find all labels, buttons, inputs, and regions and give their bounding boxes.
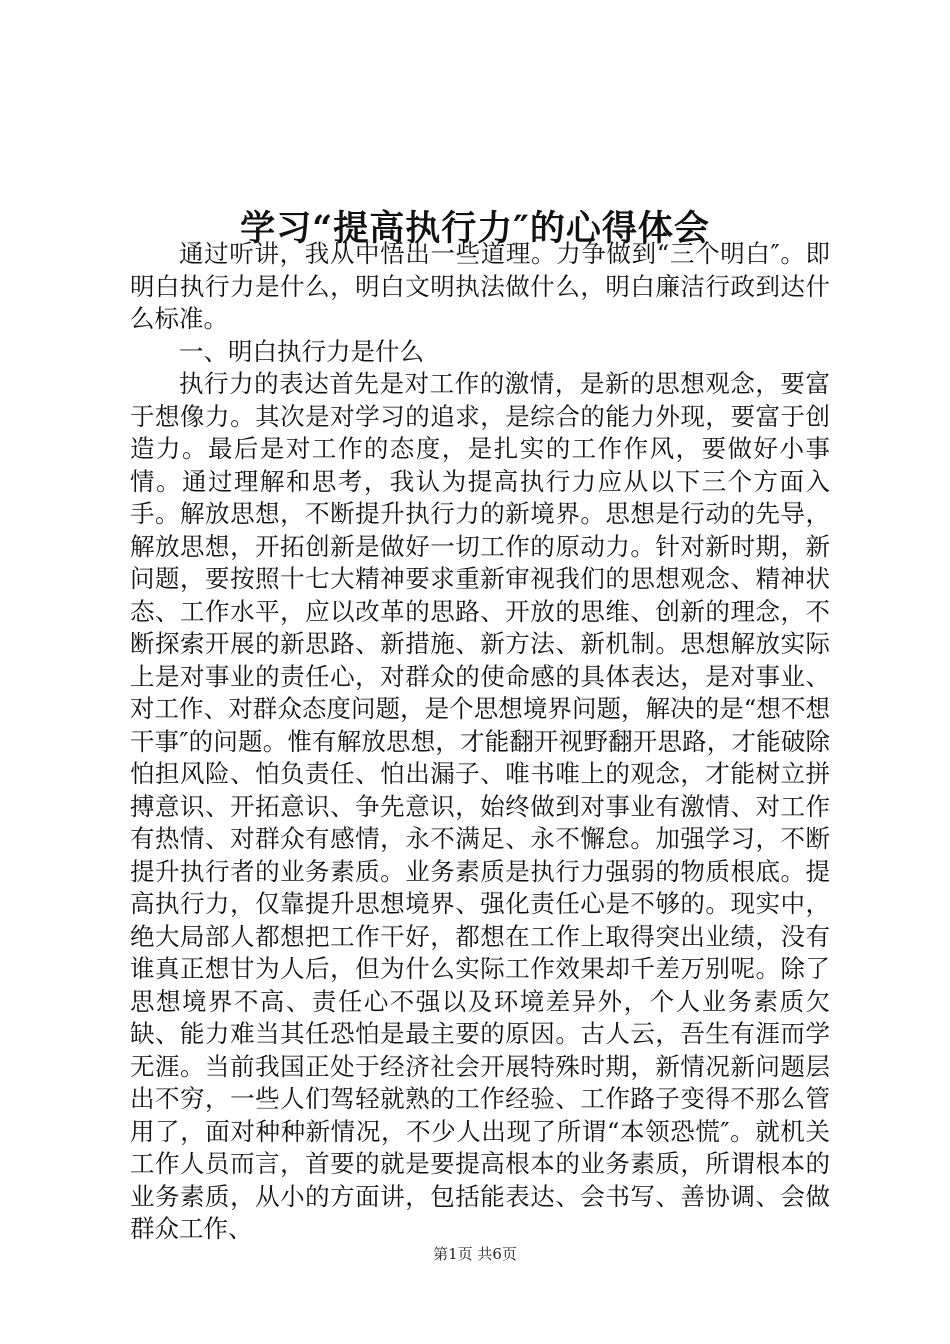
page-footer: 第1页 共6页 — [433, 1245, 517, 1263]
document-body — [130, 238, 830, 1246]
document-title: 学习“提高执行力″的心得体会 — [240, 208, 710, 250]
section-heading: 一、明白执行力是什么 — [179, 336, 424, 366]
body-paragraph: 执行力的表达首先是对工作的激情，是新的思想观念，要富于想像力。其次是对学习的追求，是综合的能力外现，要富于创造力。最后是对工作的态度，是扎实的工作作风，要做好小事情。通过理解和思考，我认为提高执行力应从以下三个方面入手。解放思想，不断提升执行力的新境界。思想是行动的先导，解放思想，开拓创新是做好一切工作的原动力。针对新时期，新问题，要按照十七大精神要求重新审视我们的思想观念、精神状态、工作水平，应以改革的思路、开放的思维、创新的理念，不断探索开展的新思路、新措施、新方法、新机制。思想解放实际上是对事业的责任心，对群众的使命感的具体表达，是对事业、对工作、对群众态度问题，是个思想境界问题，解决的是“想不想干事″的问题。惟有解放思想，才能翻开视野翻开思路，才能破除怕担风险、怕负责任、怕出漏子、唯书唯上的观念，才能树立拼搏意识、开拓意识、争先意识，始终做到对事业有激情、对工作有热情、对群众有感情，永不满足、永不懈怠。加强学习，不断提升执行者的业务素质。业务素质是执行力强弱的物质根底。提高执行力，仅靠提升思想境界、强化责任心是不够的。现实中，绝大局部人都想把工作干好，都想在工作上取得突出业绩，没有谁真正想甘为人后，但为什么实际工作效果却千差万别呢。除了思想境界不高、责任心不强以及环境差异外，个人业务素质欠缺、能力难当其任恐怕是最主要的原因。古人云，吾生有涯而学无涯。当前我国正处于经济社会开展特殊时期，新情况新问题层出不穷，一些人们驾轻就熟的工作经验、工作路子变得不那么管用了，面对种种新情况，不少人出现了所谓“本领恐慌″。就机关工作人员而言，首要的就是要提高根本的业务素质，所谓根本的业务素质，从小的方面讲，包括能表达、会书写、善协调、会做群众工作、 — [130, 369, 830, 1243]
intro-paragraph: 通过听讲，我从中悟出一些道理。力争做到“三个明白″。即明白执行力是什么，明白文明执法做什么，明白廉洁行政到达什么标准。 — [130, 239, 830, 333]
